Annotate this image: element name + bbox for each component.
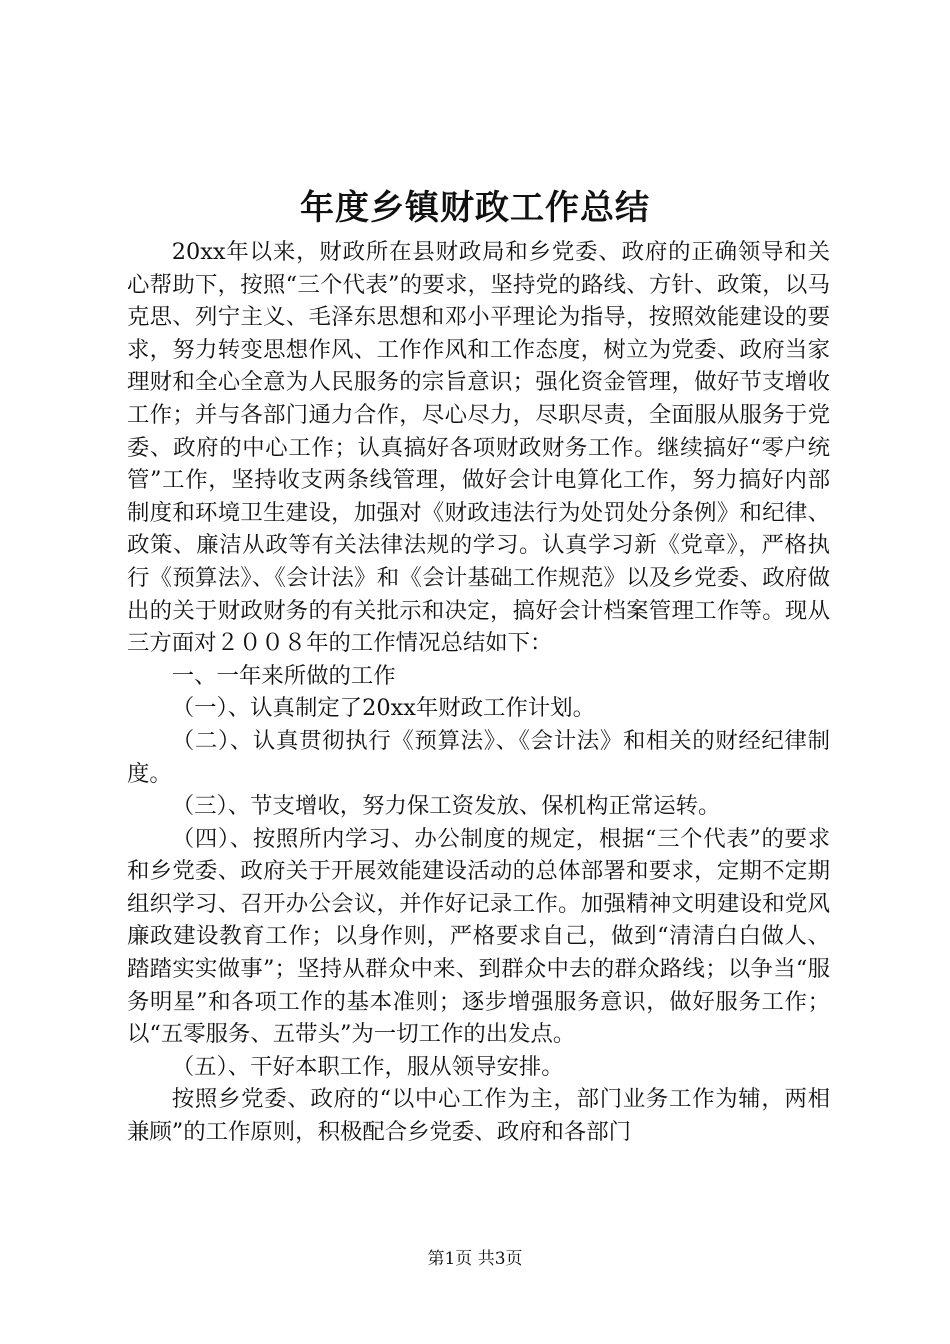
paragraph-item-1: （一）、认真制定了20xx年财政工作计划。 xyxy=(171,695,595,722)
paragraph-item-4: （四）、按照所内学习、办公制度的规定，根据“三个代表”的要求和乡党委、政府关于开展效能建设活动的总体部署和要求，定期不定期组织学习、召开办公会议，并作好记录工作。加强精神文明建设和党风廉政建设教育工作；以身作则，严格要求自己，做到“清清白白做人、踏踏实实做事”；坚持从群众中来、到群众中去的群众路线；以争当“服务明星”和各项工作的基本准则；逐步增强服务意识，做好服务工作；以“五零服务、五带头”为一切工作的出发点。 xyxy=(127,825,830,1048)
paragraph-item-3: （三）、节支增收，努力保工资发放、保机构正常运转。 xyxy=(171,793,721,820)
paragraph-item-5: （五）、干好本职工作，服从领导安排。 xyxy=(171,1053,564,1080)
paragraph-intro: 20xx年以来，财政所在县财政局和乡党委、政府的正确领导和关心帮助下，按照“三个代表”的要求，坚持党的路线、方针、政策，以马克思、列宁主义、毛泽东思想和邓小平理论为指导，按照效能建设的要求，努力转变思想作风、工作作风和工作态度，树立为党委、政府当家理财和全心全意为人民服务的宗旨意识；强化资金管理，做好节支增收工作；并与各部门通力合作，尽心尽力，尽职尽责，全面服从服务于党委、政府的中心工作；认真搞好各项财政财务工作。继续搞好“零户统管”工作，坚持收支两条线管理，做好会计电算化工作，努力搞好内部制度和环境卫生建设，加强对《财政违法行为处罚处分条例》和纪律、政策、廉洁从政等有关法律法规的学习。认真学习新《党章》，严格执行《预算法》、《会计法》和《会计基础工作规范》以及乡党委、政府做出的关于财政财务的有关批示和决定，搞好会计档案管理工作等。现从三方面对２００８年的工作情况总结如下： xyxy=(127,239,830,657)
page-number-footer: 第1页 共3页 xyxy=(427,1249,523,1269)
document-body xyxy=(127,236,830,1149)
document-title: 年度乡镇财政工作总结 xyxy=(300,188,650,228)
paragraph-item-2: （二）、认真贯彻执行《预算法》、《会计法》和相关的财经纪律制度。 xyxy=(127,727,830,787)
paragraph-continuation: 按照乡党委、政府的“以中心工作为主，部门业务工作为辅，两相兼顾”的工作原则，积极配合乡党委、政府和各部门 xyxy=(127,1086,830,1146)
section-heading-1: 一、一年来所做的工作 xyxy=(171,662,396,689)
